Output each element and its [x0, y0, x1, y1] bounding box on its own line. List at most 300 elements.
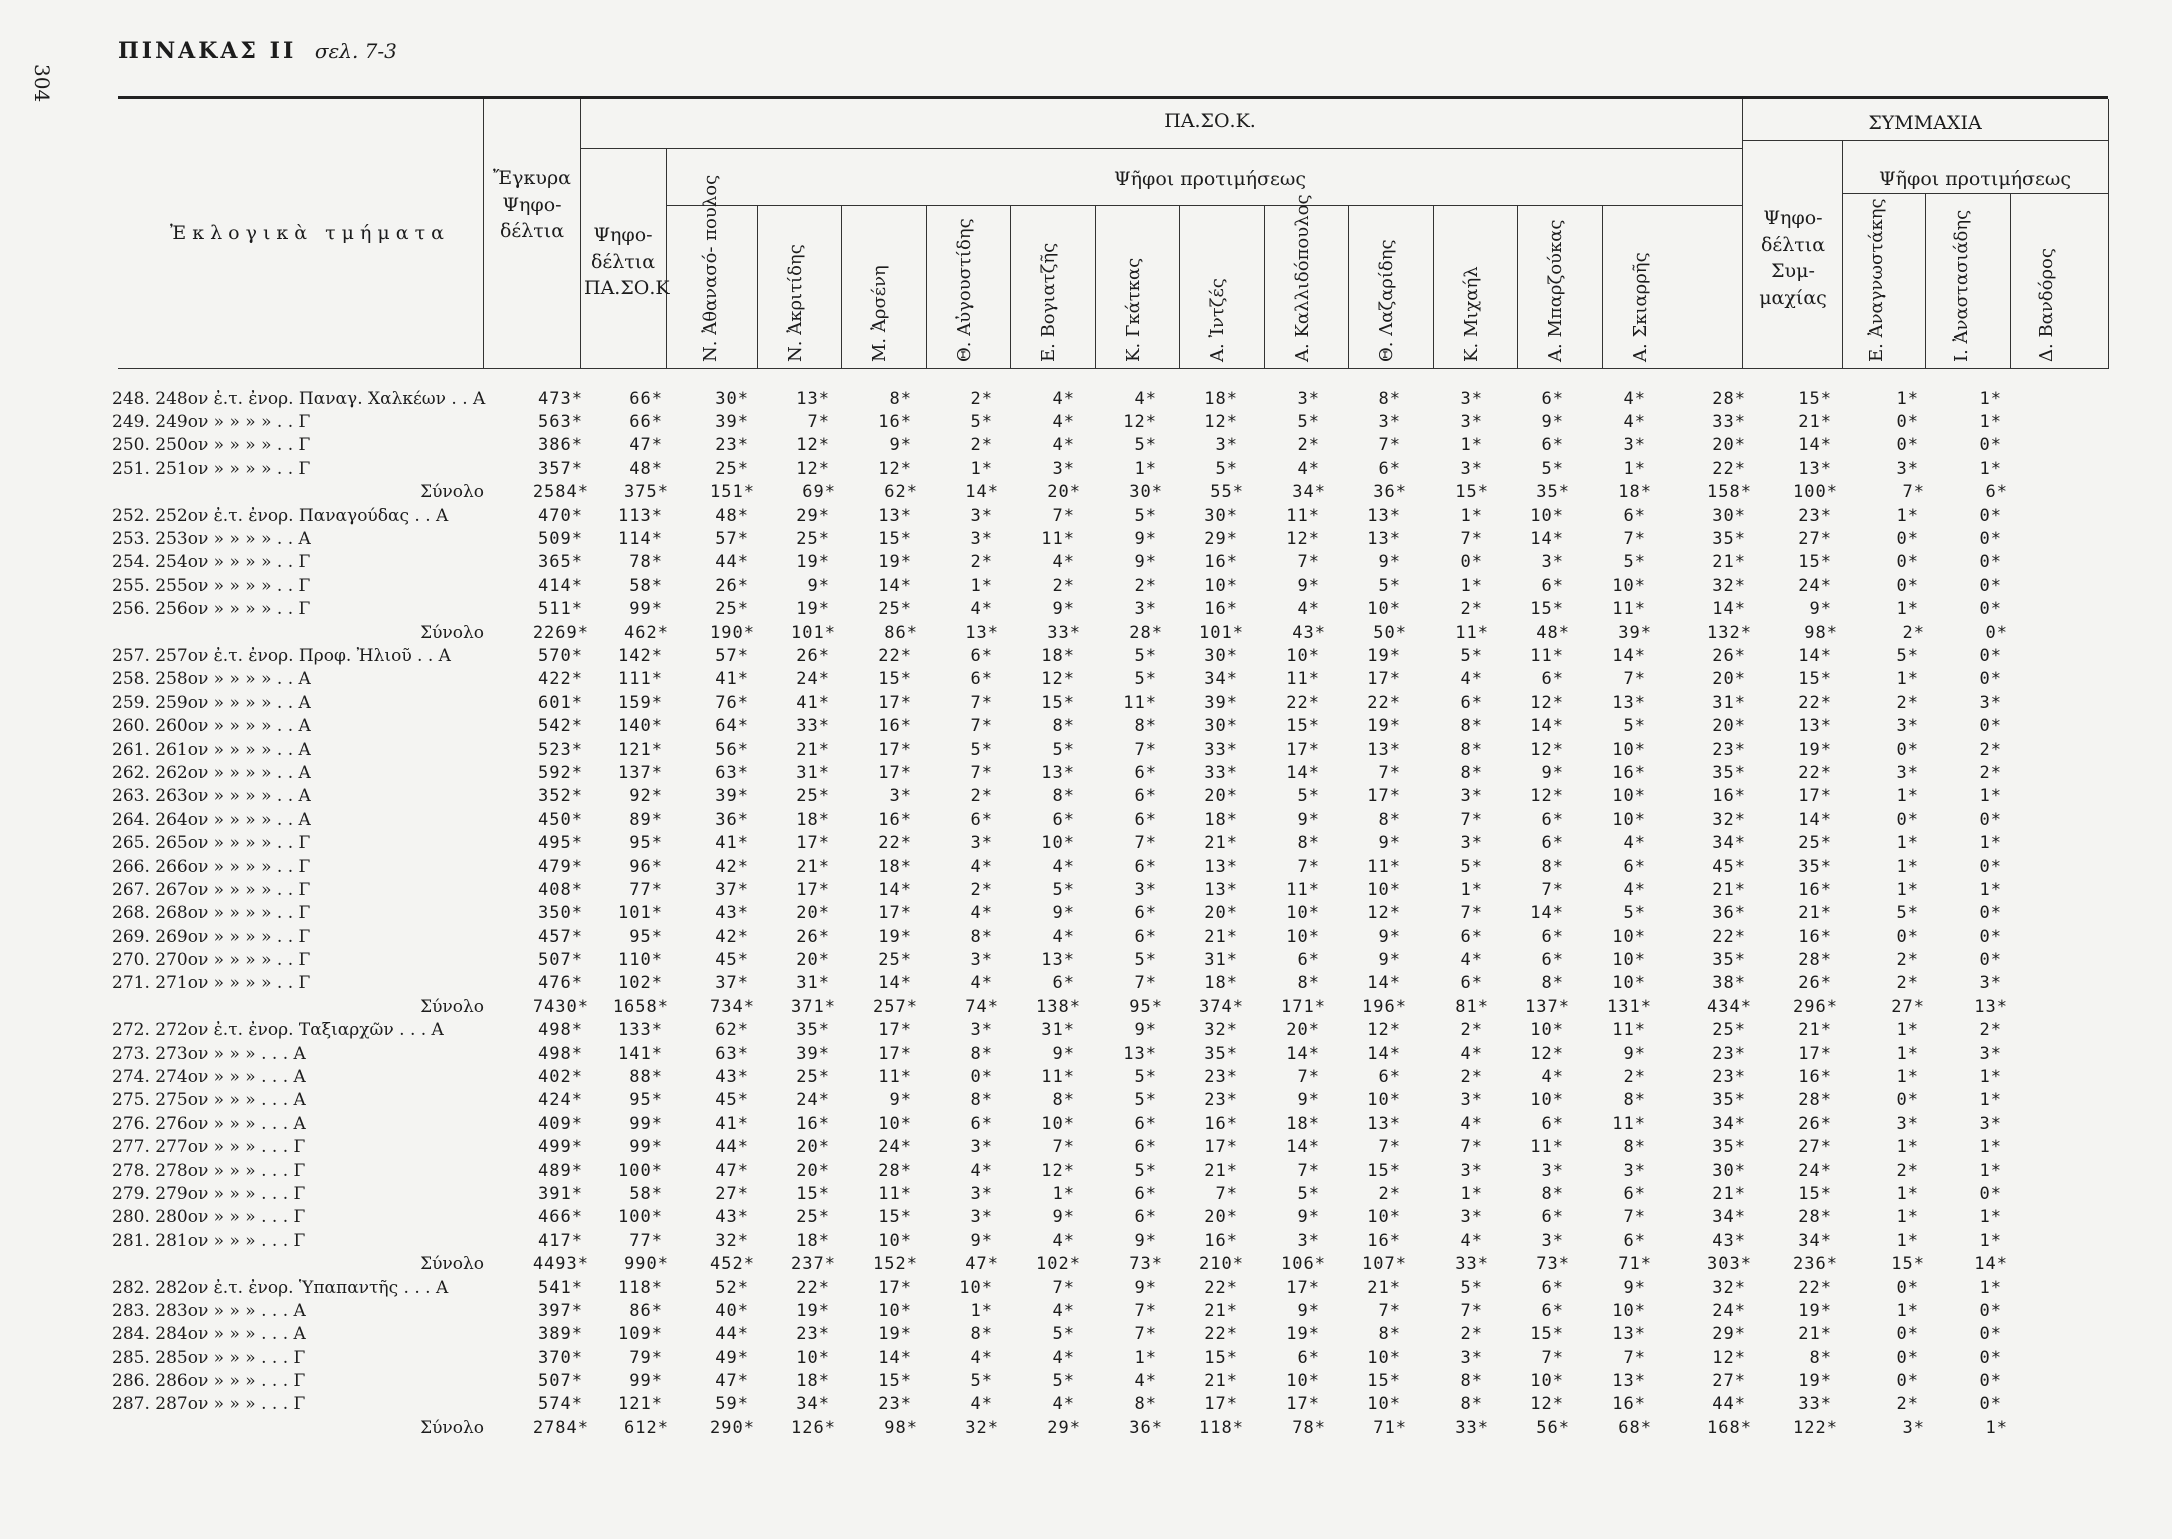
- table-cell: 5*: [970, 412, 993, 433]
- table-cell: 10*: [1286, 645, 1320, 666]
- table-cell: 23*: [878, 1394, 912, 1415]
- title-sub: σελ. 7-3: [314, 39, 397, 63]
- table-cell: 10*: [1530, 1090, 1564, 1111]
- table-cell: 350*: [538, 903, 583, 924]
- table-cell: 101*: [1199, 622, 1244, 643]
- table-cell: 1*: [1979, 1160, 2002, 1181]
- table-cell: 257*: [873, 996, 918, 1017]
- table-cell: 12*: [1041, 669, 1075, 690]
- candidate-name: Μ. Ἀρσένη: [869, 265, 890, 362]
- table-cell: 20*: [796, 903, 830, 924]
- table-cell: 14*: [878, 575, 912, 596]
- table-cell: 35*: [1798, 856, 1832, 877]
- table-row: [112, 1369, 2008, 1392]
- table-cell: 6*: [1541, 1207, 1564, 1228]
- table-cell: 78*: [1292, 1417, 1326, 1438]
- row-divider: [580, 148, 1742, 149]
- table-cell: 3*: [1979, 1043, 2002, 1064]
- table-cell: 118*: [1199, 1417, 1244, 1438]
- table-cell: 19*: [1367, 645, 1401, 666]
- table-cell: 1*: [1979, 1230, 2002, 1251]
- table-cell: 7*: [1460, 529, 1483, 550]
- table-cell: 4*: [1460, 1230, 1483, 1251]
- table-row: [112, 1229, 2008, 1252]
- table-cell: 32*: [965, 1417, 999, 1438]
- table-cell: 7*: [1623, 1207, 1646, 1228]
- table-cell: 3*: [1378, 412, 1401, 433]
- table-cell: 4*: [1460, 1043, 1483, 1064]
- table-cell: 6*: [1297, 950, 1320, 971]
- table-cell: 10*: [1367, 879, 1401, 900]
- section-label: 263. 263ον » » » » . . Α: [112, 786, 311, 807]
- table-cell: 106*: [1281, 1254, 1326, 1275]
- table-cell: 7*: [970, 692, 993, 713]
- table-cell: 44*: [715, 1137, 749, 1158]
- table-cell: 3*: [1134, 879, 1157, 900]
- table-cell: 13*: [1798, 458, 1832, 479]
- table-cell: 450*: [538, 809, 583, 830]
- table-cell: 10*: [1612, 1300, 1646, 1321]
- table-cell: 17*: [878, 1043, 912, 1064]
- table-cell: 10*: [1367, 1090, 1401, 1111]
- table-cell: 12*: [1530, 1043, 1564, 1064]
- table-cell: 32*: [1712, 809, 1746, 830]
- table-cell: 6*: [1541, 809, 1564, 830]
- table-cell: 6*: [1378, 1067, 1401, 1088]
- col-divider: [2108, 99, 2109, 369]
- table-cell: 1*: [1979, 1090, 2002, 1111]
- table-cell: 6*: [970, 669, 993, 690]
- table-cell: 397*: [538, 1300, 583, 1321]
- table-cell: 11*: [1530, 1137, 1564, 1158]
- table-cell: 33*: [1204, 739, 1238, 760]
- table-cell: 601*: [538, 692, 583, 713]
- col-divider: [1179, 205, 1180, 369]
- table-cell: 113*: [618, 505, 663, 526]
- table-cell: 15*: [1455, 482, 1489, 503]
- table-cell: 0*: [1979, 950, 2002, 971]
- table-cell: 114*: [618, 529, 663, 550]
- table-cell: 15*: [796, 1183, 830, 1204]
- table-cell: 12*: [1530, 786, 1564, 807]
- table-cell: 2*: [1896, 950, 1919, 971]
- table-cell: 14*: [1798, 435, 1832, 456]
- table-cell: 8*: [1460, 739, 1483, 760]
- table-cell: 498*: [538, 1020, 583, 1041]
- table-cell: 3*: [1979, 973, 2002, 994]
- table-cell: 11*: [1530, 645, 1564, 666]
- table-cell: 10*: [1286, 903, 1320, 924]
- table-cell: 28*: [1712, 388, 1746, 409]
- table-cell: 17*: [878, 739, 912, 760]
- table-cell: 17*: [1286, 1277, 1320, 1298]
- table-cell: 41*: [715, 1113, 749, 1134]
- table-cell: 422*: [538, 669, 583, 690]
- table-cell: 457*: [538, 926, 583, 947]
- table-cell: 47*: [629, 435, 663, 456]
- table-cell: 99*: [629, 1137, 663, 1158]
- table-cell: 26*: [1798, 1113, 1832, 1134]
- candidate-name: Κ. Μιχαήλ: [1460, 266, 1482, 362]
- table-cell: 79*: [629, 1347, 663, 1368]
- table-cell: 13*: [1367, 739, 1401, 760]
- table-cell: 21*: [1798, 412, 1832, 433]
- section-label: 271. 271ον » » » » . . Γ: [112, 973, 311, 994]
- table-cell: 31*: [1204, 950, 1238, 971]
- table-cell: 15*: [1530, 1324, 1564, 1345]
- table-cell: 14*: [1367, 973, 1401, 994]
- table-cell: 168*: [1707, 1417, 1752, 1438]
- table-cell: 1*: [1979, 1137, 2002, 1158]
- table-cell: 6*: [1623, 505, 1646, 526]
- table-cell: 49*: [715, 1347, 749, 1368]
- table-cell: 0*: [1896, 926, 1919, 947]
- table-cell: 4*: [970, 903, 993, 924]
- table-cell: 137*: [618, 762, 663, 783]
- table-row: [112, 574, 2008, 597]
- table-cell: 0*: [1896, 435, 1919, 456]
- table-cell: 10*: [878, 1300, 912, 1321]
- table-cell: 41*: [796, 692, 830, 713]
- table-cell: 1*: [1896, 599, 1919, 620]
- table-cell: 4*: [1134, 388, 1157, 409]
- table-cell: 26*: [796, 926, 830, 947]
- table-cell: 13*: [878, 505, 912, 526]
- section-label: 256. 256ον » » » » . . Γ: [112, 599, 311, 620]
- table-cell: 6*: [1985, 482, 2008, 503]
- section-label: 279. 279ον » » » . . . Γ: [112, 1183, 306, 1204]
- table-cell: 25*: [796, 786, 830, 807]
- table-cell: 17*: [796, 879, 830, 900]
- section-label: 249. 249ον » » » » . . Γ: [112, 412, 311, 433]
- table-cell: 489*: [538, 1160, 583, 1181]
- table-cell: 110*: [618, 950, 663, 971]
- table-cell: 1*: [1896, 1230, 1919, 1251]
- table-cell: 121*: [618, 1394, 663, 1415]
- row-divider: [1742, 140, 2108, 141]
- table-cell: 19*: [1798, 739, 1832, 760]
- table-cell: 7*: [1134, 833, 1157, 854]
- table-cell: 16*: [1612, 1394, 1646, 1415]
- table-cell: 6*: [1541, 435, 1564, 456]
- table-cell: 7*: [970, 716, 993, 737]
- section-label: 287. 287ον » » » . . . Γ: [112, 1394, 306, 1415]
- table-cell: 2*: [1896, 692, 1919, 713]
- table-cell: 122*: [1793, 1417, 1838, 1438]
- table-cell: 3*: [1541, 1230, 1564, 1251]
- table-cell: 507*: [538, 1371, 583, 1392]
- table-cell: 159*: [618, 692, 663, 713]
- table-cell: 10*: [1612, 739, 1646, 760]
- table-cell: 4*: [1052, 1230, 1075, 1251]
- section-label: 252. 252ον ἐ.τ. ἐνορ. Παναγούδας . . Α: [112, 505, 449, 526]
- table-cell: 1*: [1979, 412, 2002, 433]
- table-cell: 5*: [1215, 458, 1238, 479]
- table-cell: 303*: [1707, 1254, 1752, 1275]
- table-cell: 2*: [970, 879, 993, 900]
- table-cell: 118*: [618, 1277, 663, 1298]
- table-cell: 12*: [1041, 1160, 1075, 1181]
- table-cell: 25*: [715, 458, 749, 479]
- table-cell: 18*: [1286, 1113, 1320, 1134]
- table-cell: 22*: [1798, 762, 1832, 783]
- table-cell: 13*: [796, 388, 830, 409]
- top-rule: [118, 96, 2108, 99]
- table-cell: 55*: [1210, 482, 1244, 503]
- table-cell: 2*: [1623, 1067, 1646, 1088]
- table-cell: 56*: [715, 739, 749, 760]
- table-cell: 0*: [1896, 1324, 1919, 1345]
- table-cell: 9*: [1541, 412, 1564, 433]
- table-cell: 89*: [629, 809, 663, 830]
- table-cell: 21*: [1712, 552, 1746, 573]
- table-cell: 5*: [1134, 1067, 1157, 1088]
- table-cell: 290*: [710, 1417, 755, 1438]
- table-cell: 5*: [1134, 1090, 1157, 1111]
- table-cell: 8*: [970, 1090, 993, 1111]
- table-cell: 30*: [1204, 645, 1238, 666]
- total-row: [112, 1252, 2008, 1275]
- table-row: [112, 457, 2008, 480]
- table-cell: 4*: [1623, 833, 1646, 854]
- table-cell: 17*: [1798, 786, 1832, 807]
- table-cell: 1*: [1979, 1067, 2002, 1088]
- table-cell: 2*: [1460, 1020, 1483, 1041]
- table-cell: 98*: [1804, 622, 1838, 643]
- table-cell: 23*: [1798, 505, 1832, 526]
- table-cell: 101*: [618, 903, 663, 924]
- table-cell: 36*: [1373, 482, 1407, 503]
- section-label: 281. 281ον » » » . . . Γ: [112, 1230, 306, 1251]
- table-cell: 16*: [878, 412, 912, 433]
- table-cell: 12*: [1530, 739, 1564, 760]
- table-cell: 25*: [715, 599, 749, 620]
- table-row: [112, 902, 2008, 925]
- table-cell: 6*: [1297, 1347, 1320, 1368]
- table-cell: 8*: [1460, 1394, 1483, 1415]
- table-cell: 3*: [1979, 692, 2002, 713]
- table-cell: 34*: [1712, 833, 1746, 854]
- candidate-name: Ν. Ἀθανασό- πουλος: [700, 174, 721, 362]
- table-cell: 2*: [970, 552, 993, 573]
- table-cell: 0*: [1979, 856, 2002, 877]
- table-cell: 4*: [970, 973, 993, 994]
- table-cell: 2*: [1896, 1394, 1919, 1415]
- table-cell: 7*: [1134, 739, 1157, 760]
- section-label: 270. 270ον » » » » . . Γ: [112, 950, 311, 971]
- table-cell: 26*: [1712, 645, 1746, 666]
- table-cell: 570*: [538, 645, 583, 666]
- section-label: 280. 280ον » » » . . . Γ: [112, 1207, 306, 1228]
- table-cell: 1*: [970, 1300, 993, 1321]
- table-cell: 74*: [965, 996, 999, 1017]
- table-cell: 16*: [1367, 1230, 1401, 1251]
- table-cell: 18*: [1618, 482, 1652, 503]
- table-row: [112, 1065, 2008, 1088]
- table-cell: 6*: [1052, 973, 1075, 994]
- valid-votes-header: Ἔγκυρα Ψηφο- δέλτια: [493, 167, 571, 243]
- table-cell: 26*: [715, 575, 749, 596]
- table-cell: 4*: [1460, 1113, 1483, 1134]
- table-cell: 22*: [1204, 1277, 1238, 1298]
- table-cell: 1*: [1896, 1043, 1919, 1064]
- table-cell: 12*: [1367, 903, 1401, 924]
- header-bottom-rule: [118, 368, 2108, 369]
- table-cell: 11*: [1041, 1067, 1075, 1088]
- table-cell: 43*: [715, 1207, 749, 1228]
- table-cell: 66*: [629, 412, 663, 433]
- table-cell: 158*: [1707, 482, 1752, 503]
- table-cell: 4493*: [532, 1254, 589, 1275]
- alliance-candidate-name: Ε. Ἀναγνωστάκης: [1866, 198, 1887, 362]
- table-cell: 8*: [1297, 833, 1320, 854]
- table-cell: 2*: [1134, 575, 1157, 596]
- table-cell: 4*: [970, 1160, 993, 1181]
- table-cell: 6*: [1460, 692, 1483, 713]
- table-cell: 8*: [1541, 856, 1564, 877]
- table-cell: 1*: [1623, 458, 1646, 479]
- table-cell: 95*: [629, 833, 663, 854]
- section-label: 259. 259ον » » » » . . Α: [112, 692, 311, 713]
- table-row: [112, 714, 2008, 737]
- table-cell: 11*: [1041, 529, 1075, 550]
- table-cell: 11*: [1367, 856, 1401, 877]
- table-cell: 3*: [1297, 388, 1320, 409]
- total-row: [112, 995, 2008, 1018]
- table-cell: 1*: [1896, 1137, 1919, 1158]
- table-cell: 8*: [1460, 762, 1483, 783]
- table-cell: 3*: [1460, 412, 1483, 433]
- table-cell: 7*: [1297, 552, 1320, 573]
- table-cell: 18*: [1041, 645, 1075, 666]
- table-cell: 12*: [1530, 692, 1564, 713]
- table-cell: 4*: [1541, 1067, 1564, 1088]
- table-cell: 12*: [1712, 1347, 1746, 1368]
- table-cell: 35*: [1712, 529, 1746, 550]
- table-cell: 11*: [1286, 879, 1320, 900]
- table-cell: 15*: [1798, 669, 1832, 690]
- table-cell: 35*: [1204, 1043, 1238, 1064]
- table-cell: 8*: [1378, 388, 1401, 409]
- candidate-name: Α. Σκιαρρῆς: [1629, 252, 1651, 362]
- table-cell: 5*: [970, 739, 993, 760]
- alliance-candidate-name: Δ. Βανδόρος: [2036, 248, 2057, 362]
- table-cell: 0*: [1979, 529, 2002, 550]
- table-cell: 0*: [1979, 1183, 2002, 1204]
- table-cell: 9*: [807, 575, 830, 596]
- table-cell: 8*: [889, 388, 912, 409]
- table-cell: 7*: [1460, 1137, 1483, 1158]
- table-cell: 19*: [1798, 1371, 1832, 1392]
- table-cell: 59*: [715, 1394, 749, 1415]
- table-cell: 15*: [1367, 1160, 1401, 1181]
- table-cell: 18*: [1204, 809, 1238, 830]
- table-cell: 45*: [715, 1090, 749, 1111]
- section-label: 274. 274ον » » » . . . Α: [112, 1067, 306, 1088]
- table-cell: 352*: [538, 786, 583, 807]
- table-cell: 137*: [1525, 996, 1570, 1017]
- table-cell: 10*: [959, 1277, 993, 1298]
- table-cell: 39*: [1618, 622, 1652, 643]
- table-cell: 15*: [1530, 599, 1564, 620]
- table-row: [112, 504, 2008, 527]
- table-cell: 13*: [1204, 879, 1238, 900]
- table-cell: 3*: [1460, 1090, 1483, 1111]
- table-cell: 0*: [1979, 716, 2002, 737]
- table-cell: 16*: [796, 1113, 830, 1134]
- table-cell: 8*: [1541, 973, 1564, 994]
- table-cell: 1*: [1896, 856, 1919, 877]
- col-divider: [666, 148, 667, 369]
- table-cell: 2*: [970, 435, 993, 456]
- table-cell: 77*: [629, 879, 663, 900]
- table-cell: 0*: [1896, 552, 1919, 573]
- table-cell: 1*: [1134, 458, 1157, 479]
- section-label: 273. 273ον » » » . . . Α: [112, 1043, 306, 1064]
- table-cell: 17*: [796, 833, 830, 854]
- table-cell: 20*: [1204, 903, 1238, 924]
- table-row: [112, 855, 2008, 878]
- table-cell: 37*: [715, 973, 749, 994]
- page-number: 304: [30, 64, 54, 103]
- table-cell: 26*: [796, 645, 830, 666]
- table-cell: 12*: [1204, 412, 1238, 433]
- total-row: [112, 1416, 2008, 1439]
- table-cell: 7*: [807, 412, 830, 433]
- table-cell: 0*: [1896, 412, 1919, 433]
- table-cell: 7*: [1052, 1277, 1075, 1298]
- table-cell: 1*: [1979, 1277, 2002, 1298]
- table-cell: 3*: [1541, 1160, 1564, 1181]
- table-cell: 1*: [1979, 458, 2002, 479]
- table-cell: 22*: [1286, 692, 1320, 713]
- table-cell: 402*: [538, 1067, 583, 1088]
- table-cell: 0*: [1979, 575, 2002, 596]
- table-cell: 10*: [878, 1230, 912, 1251]
- candidate-name: Α. Μπαρζούκας: [1545, 219, 1566, 362]
- table-cell: 22*: [1712, 458, 1746, 479]
- table-cell: 462*: [624, 622, 669, 643]
- table-cell: 7*: [1297, 1067, 1320, 1088]
- table-cell: 3*: [1215, 435, 1238, 456]
- table-cell: 11*: [1286, 505, 1320, 526]
- table-cell: 4*: [1460, 950, 1483, 971]
- section-label: 286. 286ον » » » . . . Γ: [112, 1371, 306, 1392]
- table-cell: 3*: [1623, 435, 1646, 456]
- table-cell: 25*: [796, 1067, 830, 1088]
- table-cell: 9*: [1297, 1090, 1320, 1111]
- table-cell: 3*: [1460, 833, 1483, 854]
- table-row: [112, 551, 2008, 574]
- table-cell: 30*: [1712, 505, 1746, 526]
- table-cell: 15*: [1798, 552, 1832, 573]
- table-cell: 42*: [715, 926, 749, 947]
- table-cell: 563*: [538, 412, 583, 433]
- table-cell: 9*: [1052, 599, 1075, 620]
- total-label: Σύνολο: [420, 1417, 484, 1438]
- table-cell: 34*: [1798, 1230, 1832, 1251]
- table-cell: 39*: [715, 412, 749, 433]
- table-cell: 10*: [1286, 926, 1320, 947]
- table-cell: 19*: [796, 1300, 830, 1321]
- section-label: 265. 265ον » » » » . . Γ: [112, 833, 311, 854]
- table-cell: 138*: [1036, 996, 1081, 1017]
- table-cell: 2*: [1460, 599, 1483, 620]
- table-cell: 13*: [1612, 692, 1646, 713]
- table-cell: 15*: [878, 529, 912, 550]
- table-cell: 96*: [629, 856, 663, 877]
- section-label: 269. 269ον » » » » . . Γ: [112, 926, 311, 947]
